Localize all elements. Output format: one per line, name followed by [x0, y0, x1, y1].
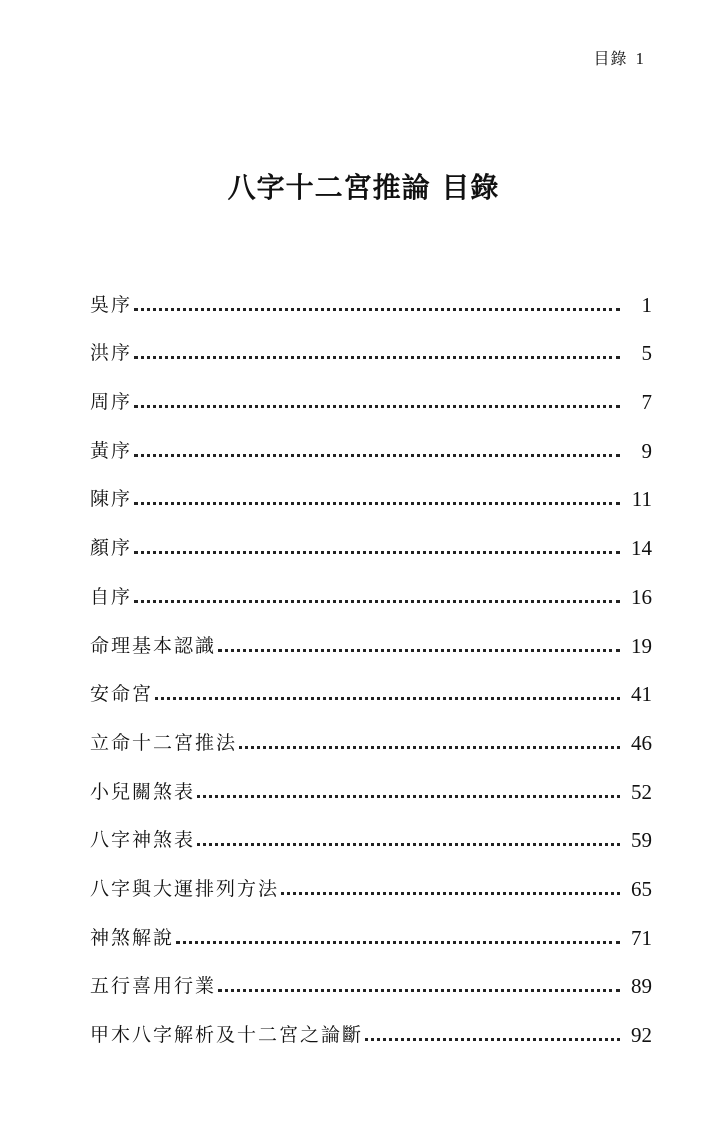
toc-entry: [90, 562, 652, 611]
toc-entry-page: 19: [631, 633, 652, 658]
toc-entry: [90, 513, 652, 562]
toc-entry-label: 立命十二宮推法: [90, 731, 238, 754]
toc-entry-page: 92: [631, 1023, 652, 1047]
toc-entry-page: 16: [631, 584, 652, 609]
toc-entry-page: 59: [631, 828, 652, 853]
toc-entry-label: 自序: [90, 585, 133, 608]
page-title: 八字十二宮推論 目錄: [227, 171, 500, 204]
toc-dot-leader: [134, 405, 620, 408]
toc-entry-label: 周序: [90, 391, 133, 414]
toc-entry-label: 小兒關煞表: [90, 780, 196, 803]
header-section-label: 目錄: [593, 49, 628, 68]
toc-entry: [90, 757, 652, 806]
toc-entry-page: 9: [641, 438, 652, 463]
toc-dot-leader: [281, 892, 620, 895]
toc-entry-page: 52: [631, 779, 652, 804]
toc-entry-label: 八字與大運排列方法: [90, 877, 280, 900]
toc-dot-leader: [134, 356, 620, 359]
toc-entry-page: 65: [631, 876, 652, 901]
toc-entry: [90, 465, 652, 514]
toc-entry-label: 八字神煞表: [90, 829, 196, 852]
toc-dot-leader: [365, 1038, 620, 1041]
toc-entry-label: 甲木八字解析及十二宮之論斷: [90, 1024, 364, 1046]
toc-entry-page: 5: [641, 341, 652, 366]
toc-dot-leader: [134, 454, 620, 457]
toc-entry: [90, 270, 652, 319]
toc-dot-leader: [134, 600, 620, 603]
toc-entry: [90, 708, 652, 757]
toc-dot-leader: [239, 746, 620, 749]
toc-entry: [90, 319, 652, 368]
toc-dot-leader: [134, 308, 620, 311]
toc-entry: [90, 367, 652, 416]
toc-entry-label: 陳序: [90, 488, 133, 511]
toc-entry-label: 顏序: [90, 537, 133, 560]
table-of-contents: [90, 270, 652, 1049]
toc-entry: [90, 1000, 652, 1049]
toc-dot-leader: [197, 795, 620, 798]
toc-entry: [90, 903, 652, 952]
toc-entry-label: 五行喜用行業: [90, 975, 217, 998]
toc-dot-leader: [134, 551, 620, 554]
toc-entry-label: 命理基本認識: [90, 634, 217, 657]
toc-entry: [90, 611, 652, 660]
toc-entry-page: 46: [631, 730, 652, 755]
toc-entry-page: 14: [631, 536, 652, 561]
header-page-number: 1: [635, 49, 645, 68]
toc-dot-leader: [176, 941, 620, 944]
toc-entry: [90, 806, 652, 855]
toc-dot-leader: [197, 843, 620, 846]
toc-entry-page: 7: [641, 390, 652, 415]
toc-entry: [90, 416, 652, 465]
toc-entry-label: 神煞解說: [90, 926, 175, 949]
toc-entry-page: 71: [631, 925, 652, 950]
toc-entry: [90, 660, 652, 709]
running-header: [593, 46, 645, 69]
toc-entry-page: 1: [641, 292, 652, 317]
toc-dot-leader: [134, 502, 620, 505]
toc-entry-page: 11: [631, 487, 652, 512]
toc-entry-label: 吳序: [90, 293, 133, 316]
toc-dot-leader: [218, 989, 620, 992]
toc-entry-label: 黃序: [90, 439, 133, 462]
toc-entry-page: 41: [631, 682, 652, 707]
toc-entry-label: 洪序: [90, 342, 133, 365]
toc-dot-leader: [155, 697, 620, 700]
toc-entry: [90, 952, 652, 1001]
toc-entry: [90, 854, 652, 903]
toc-entry-page: 89: [631, 974, 652, 999]
toc-entry-label: 安命宮: [90, 683, 154, 706]
toc-dot-leader: [218, 649, 620, 652]
